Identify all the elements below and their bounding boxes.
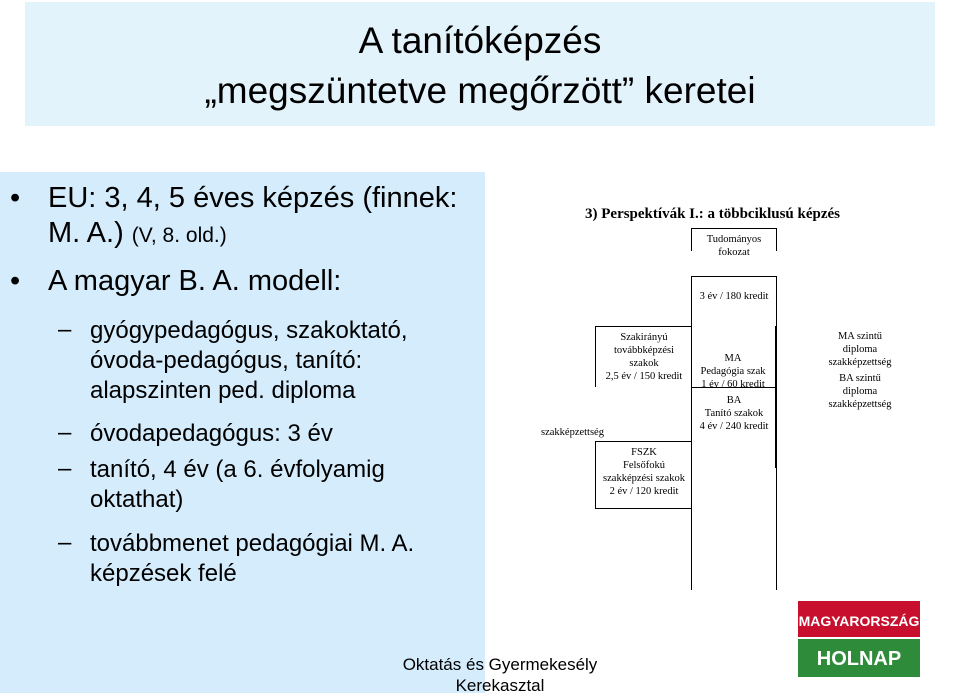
logo-word-1: MAGYARORSZÁG	[798, 613, 920, 629]
ma-line-1: MA	[724, 353, 742, 364]
sub-bullet-1-text: gyógypedagógus, szakoktató, óvoda-pedagógus, tanító: alapszinten ped. diploma	[90, 317, 408, 404]
sub-bullet-4-text: továbbmenet pedagógiai M. A. képzések felé	[90, 530, 415, 587]
szakkepzettseg-label: szakképzettség	[541, 427, 604, 438]
ma-line-2: Pedagógia szak	[700, 366, 766, 377]
fszk-line-3: szakképzési szakok	[603, 473, 685, 484]
logo-word-2: HOLNAP	[816, 648, 902, 670]
right-column-line	[775, 326, 776, 468]
ba-top-label: 3 év / 180 kredit	[699, 291, 769, 302]
fszk-line-2: Felsőfokú	[623, 460, 665, 471]
diagram-figure	[515, 196, 960, 528]
ba-line-1: BA	[726, 395, 742, 406]
bullet-1	[10, 181, 460, 253]
dash: –	[58, 455, 72, 482]
title-line-1: A tanítóképzés	[358, 20, 602, 61]
dash: –	[58, 419, 72, 446]
szakiranyu-line-1: Szakirányú	[620, 332, 668, 343]
figure-title: 3) Perspektívák I.: a többciklusú képzés	[585, 206, 841, 222]
bullet-2-text: A magyar B. A. modell:	[48, 265, 342, 297]
fszk-line-4: 2 év / 120 kredit	[609, 486, 679, 497]
ma-line-3: 1 év / 60 kredit	[701, 379, 765, 390]
ba-right-label	[800, 372, 920, 411]
footer-line-1: Oktatás és Gyermekesély	[402, 655, 598, 674]
ma-right-line-3: szakképzettség	[828, 357, 892, 368]
ma-right-line-2: diploma	[842, 344, 878, 355]
szakiranyu-line-3: szakok	[629, 358, 659, 369]
szakiranyu-box	[595, 326, 692, 387]
ba-right-line-1: BA szintű	[839, 373, 881, 384]
sub-bullet-3-text: tanító, 4 év (a 6. évfolyamig oktathat)	[90, 456, 385, 513]
ba-right-line-2: diploma	[842, 386, 878, 397]
bullet-2	[10, 264, 460, 299]
ba-right-line-3: szakképzettség	[828, 399, 892, 410]
ma-right-label	[800, 330, 920, 369]
ba-line-3: 4 év / 240 kredit	[699, 421, 769, 432]
bullet-dot: •	[10, 182, 21, 214]
tudomanyos-box	[691, 228, 777, 258]
fszk-label	[596, 446, 692, 498]
footer-line-2: Kerekasztal	[455, 676, 545, 695]
szakiranyu-line-2: továbbképzési	[613, 345, 675, 356]
dash: –	[58, 316, 72, 343]
dash: –	[58, 529, 72, 556]
tudomanyos-label: Tudományos fokozat	[706, 234, 762, 258]
sub-bullet-2-text: óvodapedagógus: 3 év	[90, 420, 333, 447]
ma-divider	[691, 387, 777, 388]
title-line-2: „megszüntetve megőrzött” keretei	[204, 70, 756, 111]
slide-title	[25, 16, 935, 116]
ba-line-2: Tanító szakok	[704, 408, 764, 419]
footer-text	[380, 654, 620, 696]
vertical-column	[691, 276, 777, 590]
bullet-1-ref: (V, 8. old.)	[131, 224, 227, 247]
ma-label	[691, 352, 775, 391]
bullet-1-text: EU: 3, 4, 5 éves képzés (finnek: M. A.)	[48, 182, 458, 249]
bullet-dot: •	[10, 265, 21, 297]
fszk-box	[595, 441, 692, 509]
ma-right-line-1: MA szintű	[837, 331, 883, 342]
fszk-line-1: FSZK	[631, 447, 657, 458]
szakiranyu-label	[596, 331, 692, 383]
magyarorszag-holnap-logo	[796, 599, 922, 679]
szakiranyu-line-4: 2,5 év / 150 kredit	[605, 371, 683, 382]
ba-label	[691, 394, 777, 433]
